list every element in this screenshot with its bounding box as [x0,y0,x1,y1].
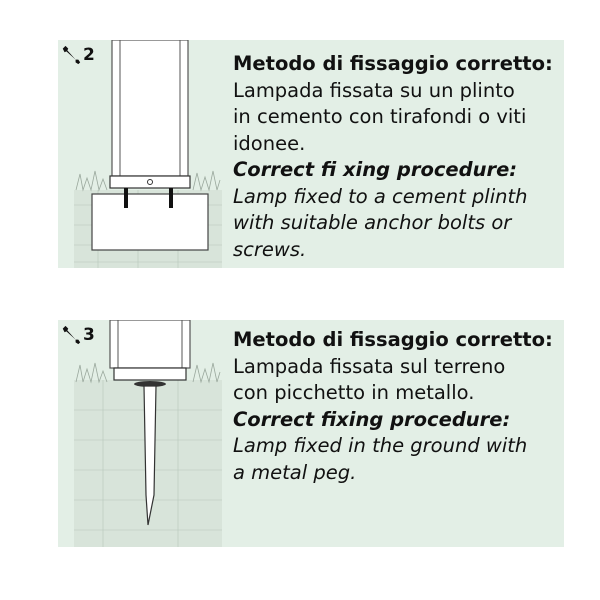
ground-peg-illustration [58,320,228,547]
text-english-line: Lamp fixed to a cement plinth [233,184,528,208]
text-english-line: a metal peg. [233,460,357,484]
plinth-mount-illustration [58,40,228,268]
text-italian-line: con picchetto in metallo. [233,381,475,404]
text-english-line: Lamp fixed in the ground with [233,434,528,457]
text-italian-line: idonee. [233,131,306,155]
instruction-text [233,51,553,263]
instruction-text [233,327,553,486]
instruction-panel-ground-peg [58,320,564,547]
text-italian-line: Lampada fissata sul terreno [233,354,506,378]
title-english: Correct fi xing procedure: [233,158,518,181]
text-italian-line: Lampada fissata su un plinto [233,78,515,102]
text-italian-line: in cemento con tirafondi o viti [233,105,527,128]
step-number: 3 [83,325,95,345]
title-english: Correct fixing procedure: [233,407,511,431]
title-italian: Metodo di fissaggio corretto: [233,328,553,351]
instruction-panel-cement-plinth [58,40,564,268]
text-english-line: screws. [233,237,307,261]
step-number: 2 [83,45,95,65]
text-english-line: with suitable anchor bolts or [233,211,512,234]
title-italian: Metodo di fissaggio corretto: [233,52,553,75]
